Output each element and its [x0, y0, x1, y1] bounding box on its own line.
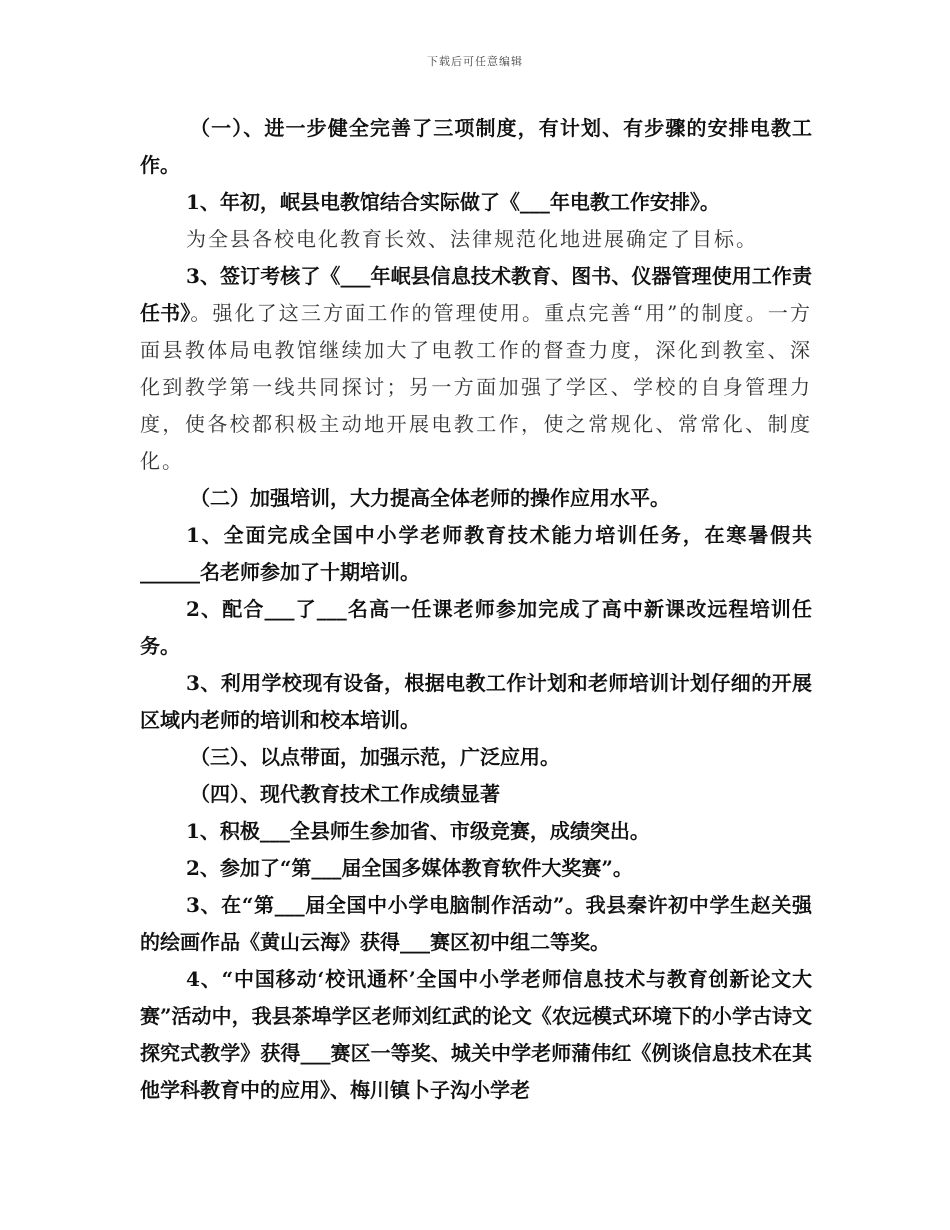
paragraph-section-1: （一）、进一步健全完善了三项制度，有计划、有步骤的安排电教工作。	[140, 116, 812, 177]
paragraph-item-1-3	[140, 258, 812, 480]
paragraph-item-4-1: 1、积极___全县师生参加省、市级竞赛，成绩突出。	[186, 819, 650, 843]
paragraph-item-1-1: 1、年初，岷县电教馆结合实际做了《___年电教工作安排》。	[186, 190, 720, 214]
document-body	[140, 110, 812, 1109]
paragraph-item-1-3-normal: 。强化了这三方面工作的管理使用。重点完善“用”的制度。一方面县教体局电教馆继续加大了电教工作的督查力度，深化到教室、深化到教学第一线共同探讨；另一方面加强了学区、学校的自身管理力度，使各校都积极主动地开展电教工作，使之常规化、常常化、制度化。	[140, 301, 812, 473]
paragraph-section-3: （三）、以点带面，加强示范，广泛应用。	[190, 745, 560, 769]
paragraph-item-2-1: 1、全面完成全国中小学老师教育技术能力培训任务，在寒暑假共______名老师参加了十期培训。	[140, 523, 812, 584]
paragraph-item-4-4: 4、“中国移动‘校讯通杯’全国中小学老师信息技术与教育创新论文大赛”活动中，我县茶埠学区老师刘红武的论文《农远模式环境下的小学古诗文探究式教学》获得___赛区一等奖、城关中学老师蒲伟红《例谈信息技术在其他学科教育中的应用》、梅川镇卜子沟小学老	[140, 967, 812, 1102]
paragraph-item-4-3: 3、在“第___届全国中小学电脑制作活动”。我县秦许初中学生赵关强的绘画作品《黄山云海》获得___赛区初中组二等奖。	[140, 893, 812, 954]
paragraph-item-2-3: 3、利用学校现有设备，根据电教工作计划和老师培训计划仔细的开展区域内老师的培训和校本培训。	[140, 671, 812, 732]
page-header: 下载后可任意编辑	[427, 55, 523, 68]
paragraph-item-1-3-bold: 3、签订考核了《___年岷县信息技术教育、图书、仪器管理使用工作责任书》	[140, 264, 812, 325]
paragraph-item-4-2: 2、参加了“第___届全国多媒体教育软件大奖赛”。	[186, 856, 633, 880]
paragraph-section-4: （四）、现代教育技术工作成绩显著	[190, 782, 500, 806]
paragraph-item-1-2: 为全县各校电化教育长效、法律规范化地进展确定了目标。	[186, 227, 758, 251]
paragraph-item-2-2: 2、配合___了___名高一任课老师参加完成了高中新课改远程培训任务。	[140, 597, 812, 658]
paragraph-section-2: （二）加强培训，大力提高全体老师的操作应用水平。	[190, 486, 670, 510]
